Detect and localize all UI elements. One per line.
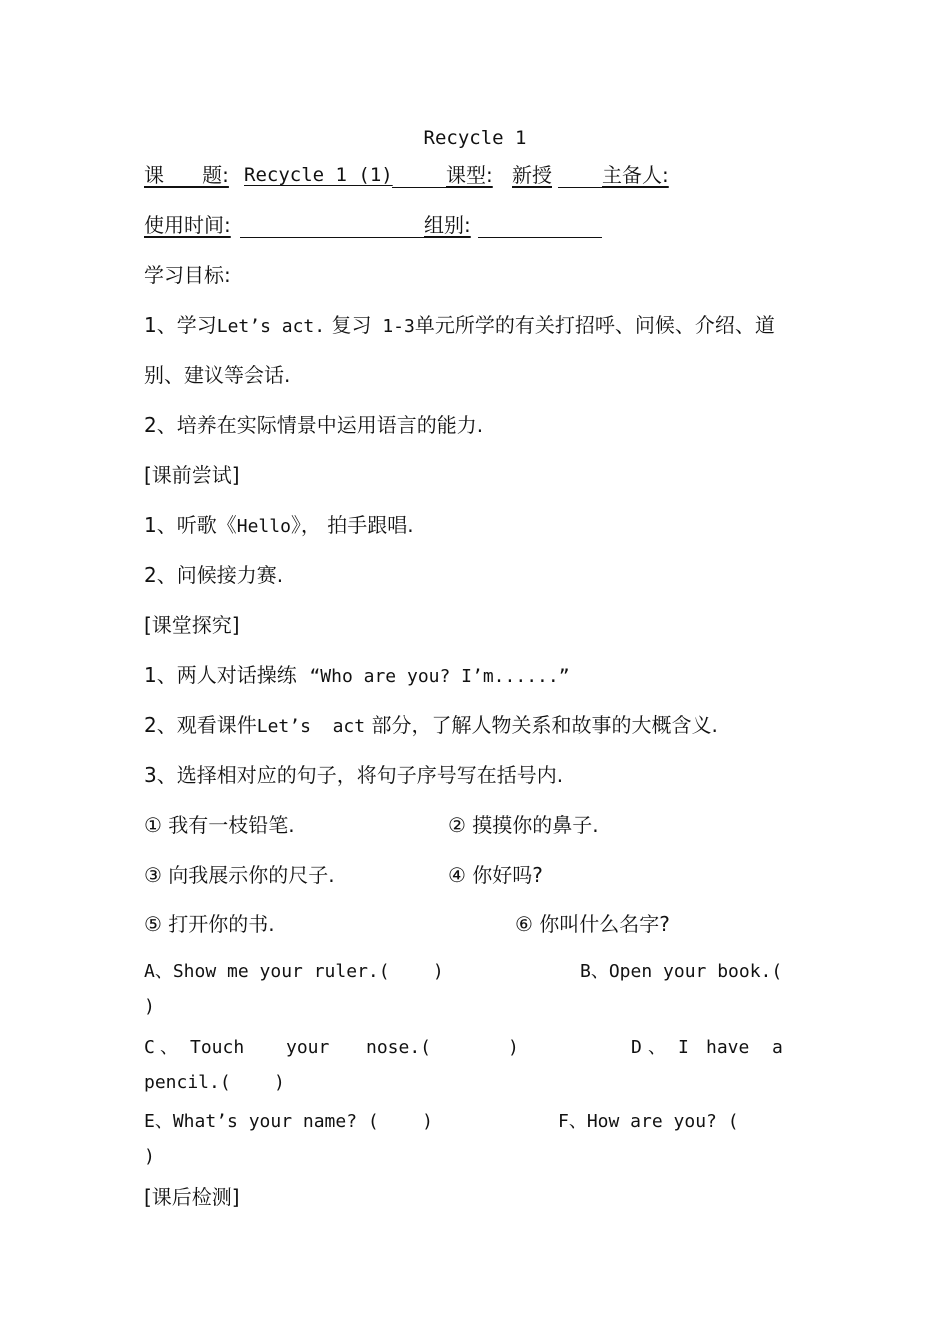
time-underline [240, 237, 424, 238]
sentence-d-word-1: I [678, 1037, 689, 1058]
group-underline [478, 237, 602, 238]
group-label: 组别: [424, 213, 471, 237]
choice-2: ② 摸摸你的鼻子. [448, 813, 599, 837]
in-class-heading: [课堂探究] [144, 613, 240, 637]
choice-6: ⑥ 你叫什么名字? [515, 912, 670, 936]
choice-3: ③ 向我展示你的尺子. [144, 863, 335, 887]
sentence-f-close: ) [144, 1146, 155, 1167]
sentence-c-close: ) [508, 1037, 519, 1058]
choice-5: ⑤ 打开你的书. [144, 912, 275, 936]
sentence-c-letter: C [144, 1037, 155, 1058]
sentence-b-close: ) [144, 996, 155, 1017]
choice-1: ① 我有一枝铅笔. [144, 813, 295, 837]
post-class-heading: [课后检测] [144, 1185, 240, 1209]
sentence-d-sep: 、 [648, 1037, 666, 1058]
in-class-item-1: 1、两人对话操练 “Who are you? I’m......” [144, 663, 570, 687]
pre-class-heading: [课前尝试] [144, 463, 240, 487]
sentence-a: A、Show me your ruler.( ) [144, 961, 444, 982]
sentence-d-word-3: a [772, 1037, 783, 1058]
objective-1-continued: 别、建议等会话. [144, 363, 291, 387]
sentence-c-word-1: Touch [190, 1037, 245, 1058]
sentence-c-word-2: your [286, 1037, 330, 1058]
sentence-b: B、Open your book.( [580, 961, 783, 982]
choice-4: ④ 你好吗? [448, 863, 543, 887]
time-label: 使用时间: [144, 213, 231, 237]
sentence-d-word-2: have [706, 1037, 750, 1058]
sentence-f: F、How are you? ( [558, 1111, 739, 1132]
in-class-item-3: 3、选择相对应的句子，将句子序号写在括号内. [144, 763, 564, 787]
pre-class-item-1: 1、听歌《Hello》， 拍手跟唱. [144, 513, 414, 537]
topic-label: 课 题: [144, 163, 229, 187]
topic-value: Recycle 1 (1) [244, 164, 393, 186]
pre-class-item-2: 2、问候接力赛. [144, 563, 284, 587]
type-label: 课型: [446, 163, 493, 187]
in-class-item-2: 2、观看课件Let’s act 部分，了解人物关系和故事的大概含义. [144, 713, 718, 737]
sentence-e: E、What’s your name? ( ) [144, 1111, 433, 1132]
type-underline [558, 187, 602, 188]
document-title: Recycle 1 [423, 127, 527, 149]
sentence-d-continued: pencil.( ) [144, 1072, 285, 1093]
objectives-heading: 学习目标: [144, 263, 231, 287]
objective-1: 1、学习Let’s act. 复习 1-3单元所学的有关打招呼、问候、介绍、道 [144, 313, 775, 337]
sentence-c-sep: 、 [160, 1037, 178, 1058]
topic-underline [392, 187, 446, 188]
sentence-c-word-3: nose.( [366, 1037, 432, 1058]
objective-2: 2、培养在实际情景中运用语言的能力. [144, 413, 484, 437]
preparer-label: 主备人: [602, 163, 669, 187]
type-value: 新授 [512, 163, 552, 187]
sentence-d-letter: D [631, 1037, 642, 1058]
